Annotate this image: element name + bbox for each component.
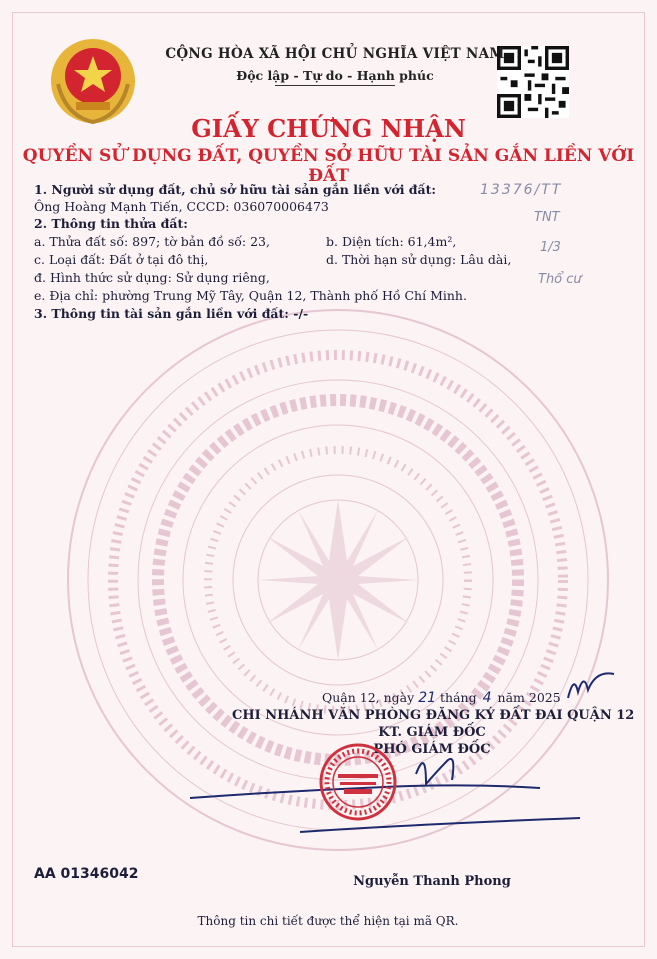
handwritten-note: Thổ cư	[538, 272, 582, 287]
use-term: d. Thời hạn sử dụng: Lâu dài,	[326, 252, 512, 267]
handwritten-number: 13376/TT	[480, 182, 563, 198]
section2-heading: 2. Thông tin thửa đất:	[34, 216, 188, 231]
date-year: năm 2025	[497, 690, 561, 705]
date-month: 4	[482, 690, 492, 706]
owner-line: Ông Hoàng Mạnh Tiến, CCCD: 036070006473	[34, 199, 329, 214]
handwritten-code: TNT	[534, 210, 560, 225]
serial-number: AA 01346042	[34, 866, 139, 882]
office-stamp-icon	[318, 742, 398, 822]
signer-name: Nguyễn Thanh Phong	[353, 874, 511, 889]
address: e. Địa chỉ: phường Trung Mỹ Tây, Quận 12, Thành phố Hồ Chí Minh.	[34, 288, 467, 303]
date-line	[322, 690, 561, 706]
kt-director: KT. GIÁM ĐỐC	[378, 725, 486, 740]
national-emblem-icon	[48, 36, 138, 126]
certificate-subtitle: QUYỀN SỬ DỤNG ĐẤT, QUYỀN SỞ HỮU TÀI SẢN GẮN LIỀN VỚI ĐẤT	[22, 146, 635, 186]
qr-footer-note: Thông tin chi tiết được thể hiện tại mã QR.	[197, 914, 459, 928]
section1-heading: 1. Người sử dụng đất, chủ sở hữu tài sản gắn liền với đất:	[34, 182, 437, 197]
parcel-number: a. Thửa đất số: 897; tờ bản đồ số: 23,	[34, 234, 270, 249]
deputy-director: PHÓ GIÁM ĐỐC	[373, 742, 491, 757]
motto-underline	[275, 85, 395, 86]
country-header: CỘNG HÒA XÃ HỘI CHỦ NGHĨA VIỆT NAM	[165, 46, 505, 62]
section3-heading: 3. Thông tin tài sản gắn liền với đất: -/-	[34, 306, 309, 321]
certificate-title: GIẤY CHỨNG NHẬN	[191, 114, 466, 143]
land-type: c. Loại đất: Đất ở tại đô thị,	[34, 252, 209, 267]
month-prefix: tháng	[440, 690, 477, 705]
handwritten-fraction: 1/3	[540, 240, 561, 255]
date-day: 21	[418, 690, 437, 706]
motto: Độc lập - Tự do - Hạnh phúc	[236, 68, 434, 83]
issuing-office: CHI NHÁNH VĂN PHÒNG ĐĂNG KÝ ĐẤT ĐAI QUẬN 12	[232, 708, 635, 723]
initial-mark-icon	[566, 668, 616, 704]
use-form: đ. Hình thức sử dụng: Sử dụng riêng,	[34, 270, 270, 285]
date-prefix: Quận 12, ngày	[322, 690, 415, 705]
area: b. Diện tích: 61,4m²,	[326, 234, 457, 249]
